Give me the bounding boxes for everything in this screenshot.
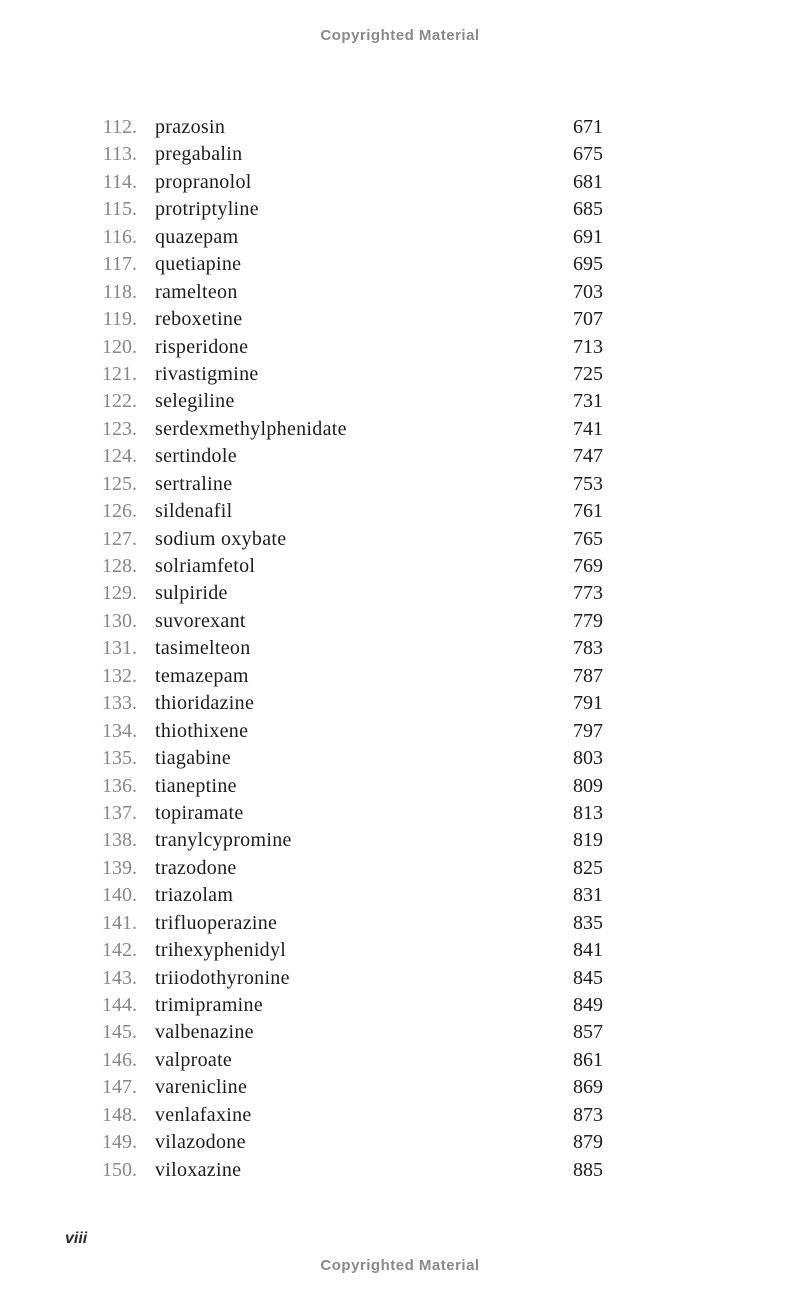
toc-entry-number: 123. xyxy=(102,417,137,440)
toc-entry xyxy=(65,169,603,196)
toc-entry-page: 671 xyxy=(573,116,603,138)
toc-entry-page: 841 xyxy=(573,939,603,962)
toc-entry-number: 136. xyxy=(102,774,137,797)
toc-entry-number: 112. xyxy=(102,116,137,138)
toc-entry-number: 122. xyxy=(102,390,137,413)
toc-entry-number: 120. xyxy=(102,335,137,358)
toc-entry-number: 118. xyxy=(102,280,137,303)
toc-entry-title: ramelteon xyxy=(155,280,238,303)
toc-entry xyxy=(65,773,603,800)
toc-entry xyxy=(65,718,603,745)
toc-entry-page: 773 xyxy=(573,582,603,605)
toc-entry-title: valproate xyxy=(155,1048,233,1071)
toc-entry-page: 831 xyxy=(573,884,603,907)
toc-entry-number: 130. xyxy=(102,609,137,632)
toc-entry-page: 685 xyxy=(573,198,603,221)
page-folio: viii xyxy=(65,1230,88,1247)
toc-list xyxy=(65,114,603,1184)
toc-entry-number: 129. xyxy=(102,582,137,605)
toc-entry-number: 145. xyxy=(102,1021,137,1044)
toc-entry-title: triazolam xyxy=(155,884,234,907)
toc-entry-title: suvorexant xyxy=(155,609,246,632)
toc-entry-title: valbenazine xyxy=(155,1021,254,1044)
toc-entry-page: 713 xyxy=(573,335,603,358)
toc-entry-title: risperidone xyxy=(155,335,249,358)
toc-entry-page: 753 xyxy=(573,472,603,495)
toc-entry xyxy=(65,663,603,690)
toc-entry-title: tiagabine xyxy=(155,747,232,770)
toc-entry xyxy=(65,114,603,141)
toc-entry-page: 845 xyxy=(573,966,603,989)
toc-entry-title: trimipramine xyxy=(155,994,264,1016)
toc-entry-title: trazodone xyxy=(155,856,237,879)
toc-entry xyxy=(65,196,603,223)
toc-entry xyxy=(65,1074,603,1101)
toc-entry-page: 691 xyxy=(573,225,603,248)
toc-entry-title: sulpiride xyxy=(155,582,228,605)
toc-entry-page: 703 xyxy=(573,280,603,303)
toc-entry-title: thiothixene xyxy=(155,719,249,742)
toc-entry xyxy=(65,498,603,525)
toc-entry-title: vilazodone xyxy=(155,1131,246,1154)
toc-entry-page: 885 xyxy=(573,1158,603,1181)
toc-entry-page: 681 xyxy=(573,170,603,193)
toc-entry-title: trihexyphenidyl xyxy=(155,939,287,962)
toc-entry-page: 695 xyxy=(573,253,603,276)
toc-entry-number: 135. xyxy=(102,747,137,770)
toc-entry-number: 116. xyxy=(102,225,137,248)
toc-entry xyxy=(65,526,603,553)
toc-entry-page: 803 xyxy=(573,747,603,770)
toc-entry xyxy=(65,279,603,306)
toc-entry xyxy=(65,745,603,772)
toc-entry xyxy=(65,910,603,937)
toc-entry-page: 675 xyxy=(573,143,603,166)
toc-entry-title: sertraline xyxy=(155,472,233,495)
toc-entry-page: 791 xyxy=(573,692,603,715)
toc-entry xyxy=(65,1047,603,1074)
toc-entry-number: 142. xyxy=(102,939,137,962)
toc-entry xyxy=(65,608,603,635)
toc-entry xyxy=(65,1019,603,1046)
toc-entry-title: sodium oxybate xyxy=(155,527,287,550)
toc-entry-title: protriptyline xyxy=(155,198,259,221)
toc-entry-page: 849 xyxy=(573,994,603,1016)
toc-entry-page: 769 xyxy=(573,555,603,577)
toc-entry-number: 141. xyxy=(102,911,137,934)
toc-entry-number: 113. xyxy=(102,143,137,166)
toc-entry-title: rivastigmine xyxy=(155,362,259,385)
toc-entry-number: 121. xyxy=(102,362,137,385)
toc-entry-title: selegiline xyxy=(155,390,235,413)
toc-entry-title: trifluoperazine xyxy=(155,911,278,934)
toc-entry-number: 126. xyxy=(102,500,137,523)
toc-entry-title: tianeptine xyxy=(155,774,237,797)
toc-entry-page: 835 xyxy=(573,911,603,934)
toc-entry-title: temazepam xyxy=(155,664,249,687)
toc-entry xyxy=(65,416,603,443)
toc-entry-number: 138. xyxy=(102,829,137,852)
toc-entry-page: 741 xyxy=(573,417,603,440)
toc-entry-page: 725 xyxy=(573,362,603,385)
toc-entry-page: 809 xyxy=(573,774,603,797)
toc-entry-title: tasimelteon xyxy=(155,637,251,660)
toc-entry-page: 873 xyxy=(573,1103,603,1126)
toc-entry-page: 747 xyxy=(573,445,603,468)
toc-entry-page: 813 xyxy=(573,801,603,824)
toc-entry xyxy=(65,827,603,854)
toc-entry-number: 148. xyxy=(102,1103,137,1126)
toc-entry xyxy=(65,1129,603,1156)
toc-entry xyxy=(65,882,603,909)
toc-entry-number: 133. xyxy=(102,692,137,715)
toc-entry-number: 124. xyxy=(102,445,137,468)
toc-entry-number: 131. xyxy=(102,637,137,660)
toc-entry xyxy=(65,306,603,333)
toc-entry-page: 869 xyxy=(573,1076,603,1099)
toc-entry-number: 115. xyxy=(102,198,137,221)
toc-entry-title: reboxetine xyxy=(155,308,243,331)
toc-entry-number: 146. xyxy=(102,1048,137,1071)
toc-entry-page: 783 xyxy=(573,637,603,660)
copyright-notice-bottom: Copyrighted Material xyxy=(320,1257,480,1274)
toc-entry-title: triiodothyronine xyxy=(155,966,290,989)
toc-entry-title: solriamfetol xyxy=(155,555,256,577)
toc-entry-page: 857 xyxy=(573,1021,603,1044)
toc-entry-number: 114. xyxy=(102,170,137,193)
copyright-notice-top: Copyrighted Material xyxy=(320,27,480,44)
toc-entry xyxy=(65,251,603,278)
toc-entry-title: thioridazine xyxy=(155,692,255,715)
toc-entry-page: 779 xyxy=(573,609,603,632)
toc-entry xyxy=(65,855,603,882)
toc-entry-page: 861 xyxy=(573,1048,603,1071)
toc-entry-number: 147. xyxy=(102,1076,137,1099)
toc-entry xyxy=(65,800,603,827)
toc-entry xyxy=(65,224,603,251)
toc-entry xyxy=(65,690,603,717)
toc-entry xyxy=(65,635,603,662)
toc-entry-number: 128. xyxy=(102,555,137,577)
toc-entry-title: quetiapine xyxy=(155,253,242,276)
toc-entry-title: propranolol xyxy=(155,170,252,193)
toc-entry-number: 143. xyxy=(102,966,137,989)
toc-entry-number: 119. xyxy=(102,308,137,331)
toc-entry-number: 125. xyxy=(102,472,137,495)
toc-entry-title: quazepam xyxy=(155,225,239,248)
toc-entry xyxy=(65,1102,603,1129)
toc-entry-number: 149. xyxy=(102,1131,137,1154)
toc-entry xyxy=(65,361,603,388)
toc-entry xyxy=(65,992,603,1019)
toc-entry-number: 127. xyxy=(102,527,137,550)
toc-entry-number: 140. xyxy=(102,884,137,907)
toc-entry-number: 139. xyxy=(102,856,137,879)
toc-entry-title: viloxazine xyxy=(155,1158,242,1181)
toc-entry xyxy=(65,937,603,964)
toc-entry xyxy=(65,443,603,470)
toc-entry-title: topiramate xyxy=(155,801,244,824)
toc-entry-page: 825 xyxy=(573,856,603,879)
toc-entry-number: 117. xyxy=(102,253,137,276)
toc-entry-page: 761 xyxy=(573,500,603,523)
toc-entry xyxy=(65,334,603,361)
toc-entry-title: prazosin xyxy=(155,116,226,138)
toc-entry-page: 879 xyxy=(573,1131,603,1154)
toc-entry xyxy=(65,553,603,580)
toc-entry xyxy=(65,1157,603,1184)
toc-entry-page: 787 xyxy=(573,664,603,687)
toc-entry-number: 144. xyxy=(102,994,137,1016)
toc-entry-number: 134. xyxy=(102,719,137,742)
toc-entry-title: sildenafil xyxy=(155,500,233,523)
toc-entry-page: 707 xyxy=(573,308,603,331)
toc-entry-title: venlafaxine xyxy=(155,1103,252,1126)
toc-entry-title: varenicline xyxy=(155,1076,248,1099)
toc-entry-page: 819 xyxy=(573,829,603,852)
toc-entry xyxy=(65,388,603,415)
toc-entry xyxy=(65,141,603,168)
toc-entry-title: serdexmethylphenidate xyxy=(155,417,347,440)
toc-entry xyxy=(65,471,603,498)
toc-entry-title: tranylcypromine xyxy=(155,829,292,852)
toc-entry-number: 150. xyxy=(102,1158,137,1181)
toc-entry-page: 765 xyxy=(573,527,603,550)
toc-entry-number: 132. xyxy=(102,664,137,687)
toc-entry xyxy=(65,580,603,607)
toc-entry-number: 137. xyxy=(102,801,137,824)
toc-entry-page: 731 xyxy=(573,390,603,413)
toc-entry-title: sertindole xyxy=(155,445,237,468)
toc-entry xyxy=(65,965,603,992)
toc-entry-page: 797 xyxy=(573,719,603,742)
toc-entry-title: pregabalin xyxy=(155,143,243,166)
